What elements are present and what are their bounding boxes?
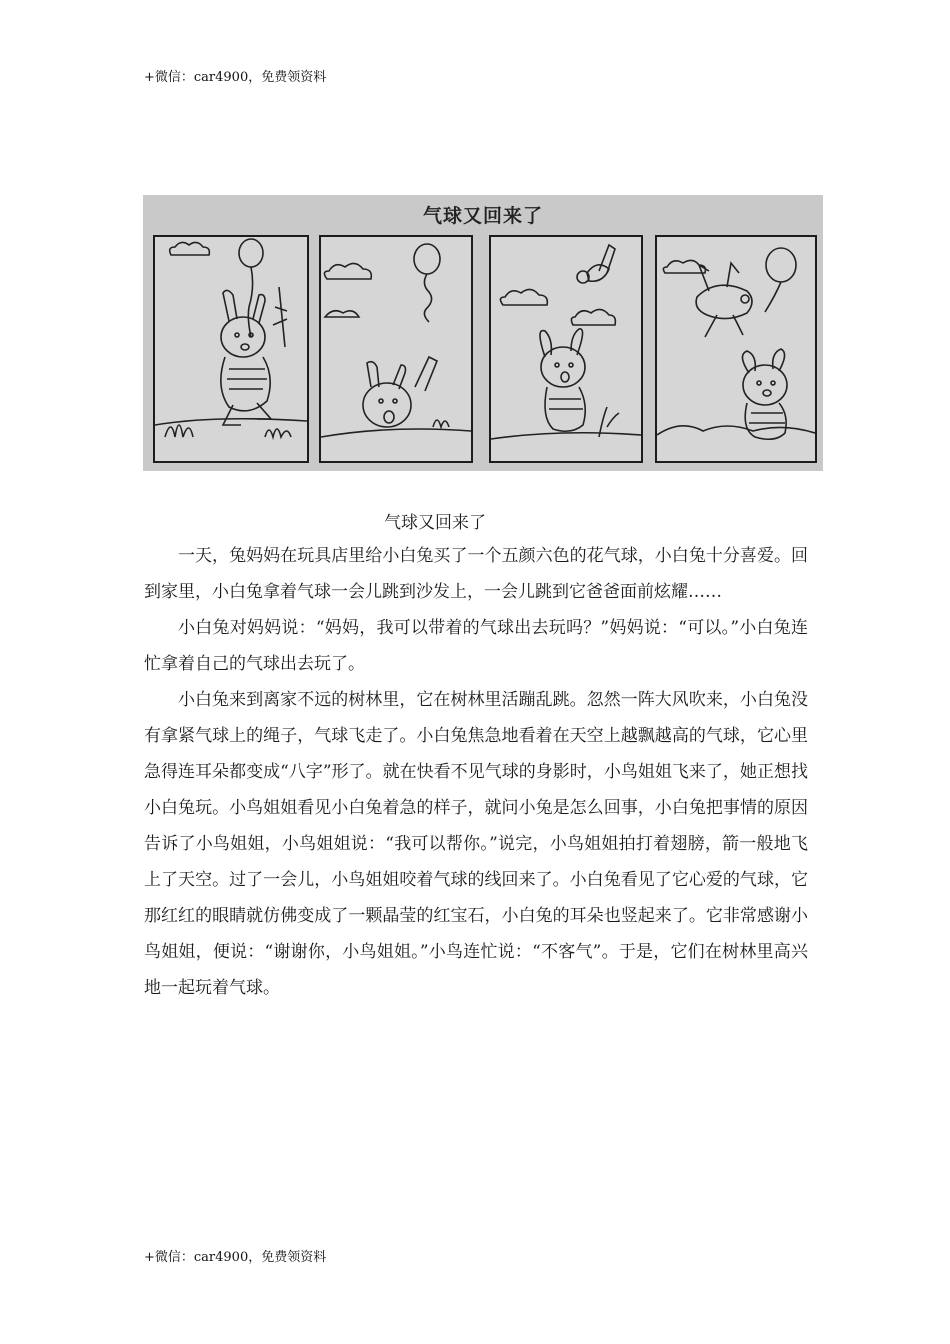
story-title: 气球又回来了 bbox=[384, 513, 486, 533]
story-body bbox=[144, 538, 808, 1006]
story-paragraph-1: 一天，兔妈妈在玩具店里给小白兔买了一个五颜六色的花气球，小白兔十分喜爱。回到家里，小白兔拿着气球一会儿跳到沙发上，一会儿跳到它爸爸面前炫耀…… bbox=[144, 546, 808, 602]
balloon-flying-away-drawing bbox=[321, 237, 471, 461]
comic-panel-4 bbox=[655, 235, 817, 463]
story-paragraph-2: 小白兔对妈妈说：“妈妈，我可以带着的气球出去玩吗？”妈妈说：“可以。”小白兔连忙拿着自己的气球出去玩了。 bbox=[144, 618, 808, 674]
page-header: +微信：car4900，免费领资料 bbox=[144, 70, 327, 85]
comic-panel-1 bbox=[153, 235, 309, 463]
rabbit-with-balloon-drawing bbox=[155, 237, 307, 461]
comic-panel-2 bbox=[319, 235, 473, 463]
balloon-returned-drawing bbox=[657, 237, 815, 461]
bird-arrives-drawing bbox=[491, 237, 641, 461]
page-footer: +微信：car4900，免费领资料 bbox=[144, 1250, 327, 1265]
comic-title: 气球又回来了 bbox=[422, 205, 543, 227]
story-paragraph-3: 小白兔来到离家不远的树林里，它在树林里活蹦乱跳。忽然一阵大风吹来，小白兔没有拿紧气球上的绳子，气球飞走了。小白兔焦急地看着在天空上越飘越高的气球，它心里急得连耳朵都变成“八字”形了。就在快看不见气球的身影时，小鸟姐姐飞来了，她正想找小白兔玩。小鸟姐姐看见小白兔着急的样子，就问小兔是怎么回事，小白兔把事情的原因告诉了小鸟姐姐，小鸟姐姐说：“我可以帮你。”说完，小鸟姐姐拍打着翅膀，箭一般地飞上了天空。过了一会儿，小鸟姐姐咬着气球的线回来了。小白兔看见了它心爱的气球，它那红红的眼睛就仿佛变成了一颗晶莹的红宝石，小白兔的耳朵也竖起来了。它非常感谢小鸟姐姐，便说：“谢谢你，小鸟姐姐。”小鸟连忙说：“不客气”。于是，它们在树林里高兴地一起玩着气球。 bbox=[144, 690, 808, 998]
comic-panel-3 bbox=[489, 235, 643, 463]
comic-illustration bbox=[143, 195, 823, 471]
